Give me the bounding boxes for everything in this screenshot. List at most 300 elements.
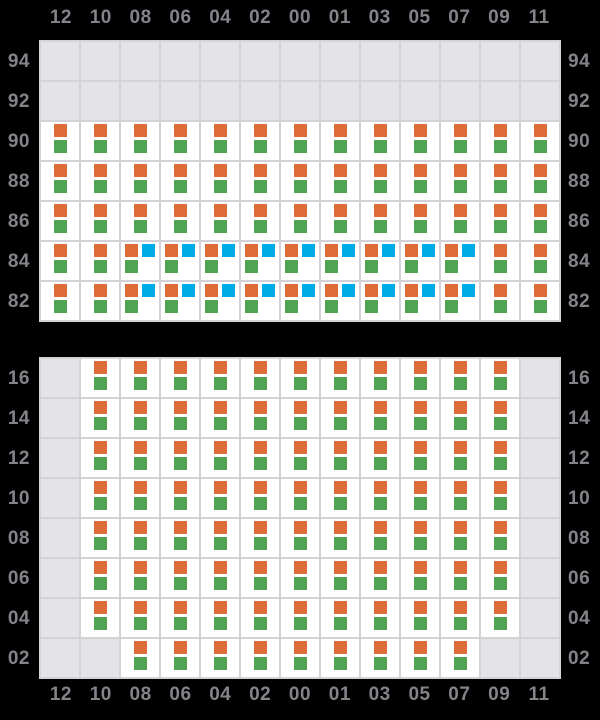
marker-group [81,162,119,193]
green-marker [334,417,347,430]
green-marker [254,417,267,430]
slot-cell[interactable] [161,599,199,637]
slot-cell[interactable] [121,122,159,160]
slot-cell[interactable] [401,282,439,320]
slot-cell[interactable] [121,242,159,280]
slot-cell[interactable] [161,359,199,397]
blue-marker [382,284,395,297]
marker-group [241,599,279,630]
orange-marker [174,601,187,614]
column-label: 01 [328,684,351,705]
orange-marker [294,441,307,454]
slot-cell[interactable] [481,359,519,397]
orange-marker [365,244,378,257]
green-marker [254,537,267,550]
slot-cell[interactable] [121,359,159,397]
slot-cell[interactable] [481,162,519,200]
slot-cell[interactable] [161,399,199,437]
slot-cell[interactable] [321,599,359,637]
slot-cell[interactable] [121,639,159,677]
orange-marker [214,401,227,414]
marker-group [481,599,519,630]
slot-cell[interactable] [81,242,119,280]
marker-group [41,122,79,153]
slot-cell[interactable] [441,399,479,437]
slot-cell[interactable] [481,439,519,477]
slot-cell[interactable] [81,479,119,517]
slot-cell[interactable] [481,202,519,240]
slot-cell[interactable] [481,282,519,320]
slot-cell[interactable] [281,479,319,517]
slot-cell[interactable] [361,519,399,557]
marker-group [321,122,359,153]
row-label: 82 [7,291,30,312]
orange-marker [94,401,107,414]
slot-cell[interactable] [121,399,159,437]
slot-cell[interactable] [321,202,359,240]
green-marker [54,300,67,313]
green-marker [414,657,427,670]
orange-marker [254,481,267,494]
empty-cell [41,82,79,120]
marker-group [121,479,159,510]
slot-cell[interactable] [81,122,119,160]
green-marker [254,577,267,590]
orange-marker [245,284,258,297]
marker-group [121,359,159,390]
orange-marker [94,481,107,494]
empty-cell [521,639,559,677]
marker-group [161,479,199,510]
green-marker [294,457,307,470]
row-label: 94 [7,51,30,72]
blue-marker [262,284,275,297]
slot-cell[interactable] [241,359,279,397]
row-label: 12 [568,448,591,469]
slot-cell[interactable] [401,162,439,200]
green-marker [214,657,227,670]
slot-cell[interactable] [521,282,559,320]
orange-marker [134,561,147,574]
marker-group [161,122,199,153]
slot-cell[interactable] [121,162,159,200]
slot-cell[interactable] [401,202,439,240]
orange-marker [254,401,267,414]
green-marker [445,260,458,273]
slot-cell[interactable] [361,639,399,677]
slot-cell[interactable] [241,599,279,637]
slot-cell[interactable] [361,282,399,320]
row-label: 10 [568,488,591,509]
bottom-panel-right-row-labels [564,359,600,679]
slot-cell[interactable] [241,202,279,240]
slot-cell[interactable] [41,282,79,320]
slot-cell[interactable] [201,599,239,637]
green-marker [454,457,467,470]
empty-cell [121,82,159,120]
green-marker [94,537,107,550]
slot-cell[interactable] [441,599,479,637]
slot-cell[interactable] [361,202,399,240]
orange-marker [494,481,507,494]
orange-marker [254,641,267,654]
marker-group [81,359,119,390]
slot-cell[interactable] [361,122,399,160]
marker-group [121,122,159,153]
slot-cell[interactable] [161,559,199,597]
orange-marker [534,204,547,217]
slot-cell[interactable] [521,202,559,240]
green-marker [494,577,507,590]
marker-group [241,439,279,470]
slot-cell[interactable] [121,439,159,477]
slot-cell[interactable] [281,162,319,200]
slot-cell[interactable] [201,202,239,240]
slot-cell[interactable] [441,519,479,557]
top-panel-right-row-labels [564,42,600,322]
slot-cell[interactable] [401,399,439,437]
green-marker [214,220,227,233]
slot-cell[interactable] [481,599,519,637]
marker-group [441,559,479,590]
slot-cell[interactable] [401,122,439,160]
slot-cell[interactable] [401,242,439,280]
green-marker [134,617,147,630]
green-marker [334,180,347,193]
green-marker [454,417,467,430]
orange-marker [334,204,347,217]
orange-marker [374,164,387,177]
green-marker [414,497,427,510]
slot-cell[interactable] [161,202,199,240]
slot-cell[interactable] [201,519,239,557]
row-label: 92 [7,91,30,112]
slot-cell[interactable] [161,122,199,160]
slot-cell[interactable] [281,399,319,437]
orange-marker [214,641,227,654]
slot-cell[interactable] [441,282,479,320]
slot-cell[interactable] [521,242,559,280]
marker-group [161,639,199,670]
row-label: 08 [568,528,591,549]
slot-cell[interactable] [321,439,359,477]
slot-cell[interactable] [241,122,279,160]
slot-cell[interactable] [281,359,319,397]
orange-marker [245,244,258,257]
slot-cell[interactable] [81,559,119,597]
slot-cell[interactable] [81,202,119,240]
slot-cell[interactable] [41,242,79,280]
green-marker [214,537,227,550]
green-marker [374,497,387,510]
marker-group [361,599,399,630]
column-label: 04 [209,7,232,28]
orange-marker [165,284,178,297]
marker-group [281,282,319,313]
slot-cell[interactable] [481,479,519,517]
slot-cell[interactable] [161,639,199,677]
orange-marker [534,284,547,297]
green-marker [374,657,387,670]
slot-cell[interactable] [201,359,239,397]
slot-cell[interactable] [121,599,159,637]
marker-group [441,439,479,470]
column-label: 10 [89,7,112,28]
column-label: 02 [249,7,272,28]
slot-cell[interactable] [441,202,479,240]
slot-cell[interactable] [321,519,359,557]
orange-marker [94,561,107,574]
orange-marker [414,561,427,574]
slot-cell[interactable] [161,519,199,557]
green-marker [414,180,427,193]
slot-cell[interactable] [401,479,439,517]
slot-cell[interactable] [321,559,359,597]
slot-cell[interactable] [241,639,279,677]
slot-cell[interactable] [121,202,159,240]
slot-cell[interactable] [201,559,239,597]
green-marker [94,497,107,510]
slot-cell[interactable] [241,282,279,320]
slot-cell[interactable] [241,479,279,517]
slot-cell[interactable] [321,639,359,677]
green-marker [374,457,387,470]
orange-marker [174,204,187,217]
orange-marker [254,204,267,217]
slot-cell[interactable] [241,242,279,280]
marker-group [41,242,79,273]
green-marker [245,260,258,273]
slot-cell[interactable] [121,282,159,320]
green-marker [94,300,107,313]
slot-cell[interactable] [81,359,119,397]
green-marker [325,300,338,313]
orange-marker [174,441,187,454]
slot-cell[interactable] [121,519,159,557]
slot-cell[interactable] [441,439,479,477]
slot-cell[interactable] [401,439,439,477]
green-marker [294,220,307,233]
slot-cell[interactable] [241,162,279,200]
marker-group [281,519,319,550]
marker-group [81,202,119,233]
orange-marker [294,204,307,217]
marker-group [41,202,79,233]
marker-group [201,479,239,510]
slot-cell[interactable] [401,359,439,397]
marker-group [81,242,119,273]
slot-cell[interactable] [281,519,319,557]
green-marker [254,617,267,630]
marker-group [121,162,159,193]
slot-cell[interactable] [201,122,239,160]
orange-marker [414,401,427,414]
slot-cell[interactable] [401,519,439,557]
marker-group [281,479,319,510]
slot-cell[interactable] [201,282,239,320]
orange-marker [494,521,507,534]
green-marker [294,140,307,153]
slot-cell[interactable] [361,599,399,637]
marker-group [161,519,199,550]
slot-cell[interactable] [281,559,319,597]
slot-cell[interactable] [441,242,479,280]
green-marker [414,140,427,153]
orange-marker [374,601,387,614]
slot-cell[interactable] [481,122,519,160]
slot-cell[interactable] [361,162,399,200]
slot-cell[interactable] [441,559,479,597]
orange-marker [134,641,147,654]
orange-marker [414,164,427,177]
slot-cell[interactable] [201,439,239,477]
column-label: 12 [49,7,72,28]
slot-cell[interactable] [161,439,199,477]
green-marker [414,377,427,390]
slot-cell[interactable] [281,639,319,677]
slot-cell[interactable] [201,162,239,200]
marker-group [121,559,159,590]
slot-cell[interactable] [121,479,159,517]
green-marker [254,377,267,390]
green-marker [54,220,67,233]
slot-cell[interactable] [401,639,439,677]
slot-cell[interactable] [81,599,119,637]
slot-cell[interactable] [441,479,479,517]
marker-group [121,202,159,233]
slot-cell[interactable] [321,399,359,437]
slot-cell[interactable] [161,282,199,320]
slot-cell[interactable] [81,519,119,557]
slot-cell[interactable] [201,639,239,677]
slot-cell[interactable] [41,162,79,200]
slot-cell[interactable] [281,439,319,477]
slot-cell[interactable] [521,122,559,160]
marker-group [201,162,239,193]
orange-marker [294,641,307,654]
marker-group [121,242,159,273]
orange-marker [294,481,307,494]
empty-cell [441,82,479,120]
orange-marker [414,481,427,494]
slot-cell[interactable] [401,559,439,597]
slot-cell[interactable] [321,359,359,397]
blue-marker [222,284,235,297]
slot-cell[interactable] [41,122,79,160]
slot-cell[interactable] [241,559,279,597]
marker-group [281,202,319,233]
empty-cell [521,599,559,637]
row-label: 08 [7,528,30,549]
marker-group [441,282,479,313]
marker-group [201,519,239,550]
slot-cell[interactable] [441,122,479,160]
slot-cell[interactable] [241,519,279,557]
empty-cell [41,639,79,677]
slot-cell[interactable] [401,599,439,637]
slot-cell[interactable] [361,359,399,397]
slot-cell[interactable] [441,639,479,677]
slot-cell[interactable] [281,202,319,240]
slot-cell[interactable] [81,282,119,320]
marker-group [361,479,399,510]
green-marker [374,577,387,590]
green-marker [414,220,427,233]
slot-cell[interactable] [41,202,79,240]
bottom-panel-grid [39,357,561,679]
slot-cell[interactable] [481,399,519,437]
orange-marker [294,164,307,177]
orange-marker [414,204,427,217]
marker-group [401,122,439,153]
orange-marker [54,164,67,177]
slot-cell[interactable] [201,399,239,437]
slot-cell[interactable] [441,162,479,200]
slot-cell[interactable] [81,439,119,477]
marker-group [121,599,159,630]
slot-cell[interactable] [81,399,119,437]
slot-cell[interactable] [321,479,359,517]
slot-cell[interactable] [441,359,479,397]
empty-cell [81,82,119,120]
green-marker [494,417,507,430]
slot-cell[interactable] [481,519,519,557]
column-label: 11 [528,684,550,705]
green-marker [174,457,187,470]
slot-cell[interactable] [201,242,239,280]
slot-cell[interactable] [121,559,159,597]
slot-cell[interactable] [241,399,279,437]
slot-cell[interactable] [161,242,199,280]
green-marker [254,457,267,470]
slot-cell[interactable] [361,399,399,437]
green-marker [494,260,507,273]
slot-cell[interactable] [361,242,399,280]
green-marker [494,220,507,233]
orange-marker [494,441,507,454]
slot-cell[interactable] [481,559,519,597]
green-marker [494,617,507,630]
marker-group [81,122,119,153]
orange-marker [334,561,347,574]
orange-marker [165,244,178,257]
green-marker [214,617,227,630]
slot-cell[interactable] [161,162,199,200]
green-marker [174,497,187,510]
slot-cell[interactable] [281,242,319,280]
slot-cell[interactable] [321,162,359,200]
slot-cell[interactable] [361,439,399,477]
marker-group [281,559,319,590]
slot-cell[interactable] [241,439,279,477]
slot-cell[interactable] [321,282,359,320]
slot-cell[interactable] [161,479,199,517]
slot-cell[interactable] [481,242,519,280]
slot-cell[interactable] [321,122,359,160]
slot-cell[interactable] [321,242,359,280]
slot-cell[interactable] [281,599,319,637]
orange-marker [94,164,107,177]
slot-cell[interactable] [361,559,399,597]
orange-marker [125,284,138,297]
slot-cell[interactable] [521,162,559,200]
slot-cell[interactable] [81,162,119,200]
slot-cell[interactable] [281,122,319,160]
marker-group [241,122,279,153]
slot-cell[interactable] [281,282,319,320]
slot-cell[interactable] [201,479,239,517]
slot-cell[interactable] [361,479,399,517]
